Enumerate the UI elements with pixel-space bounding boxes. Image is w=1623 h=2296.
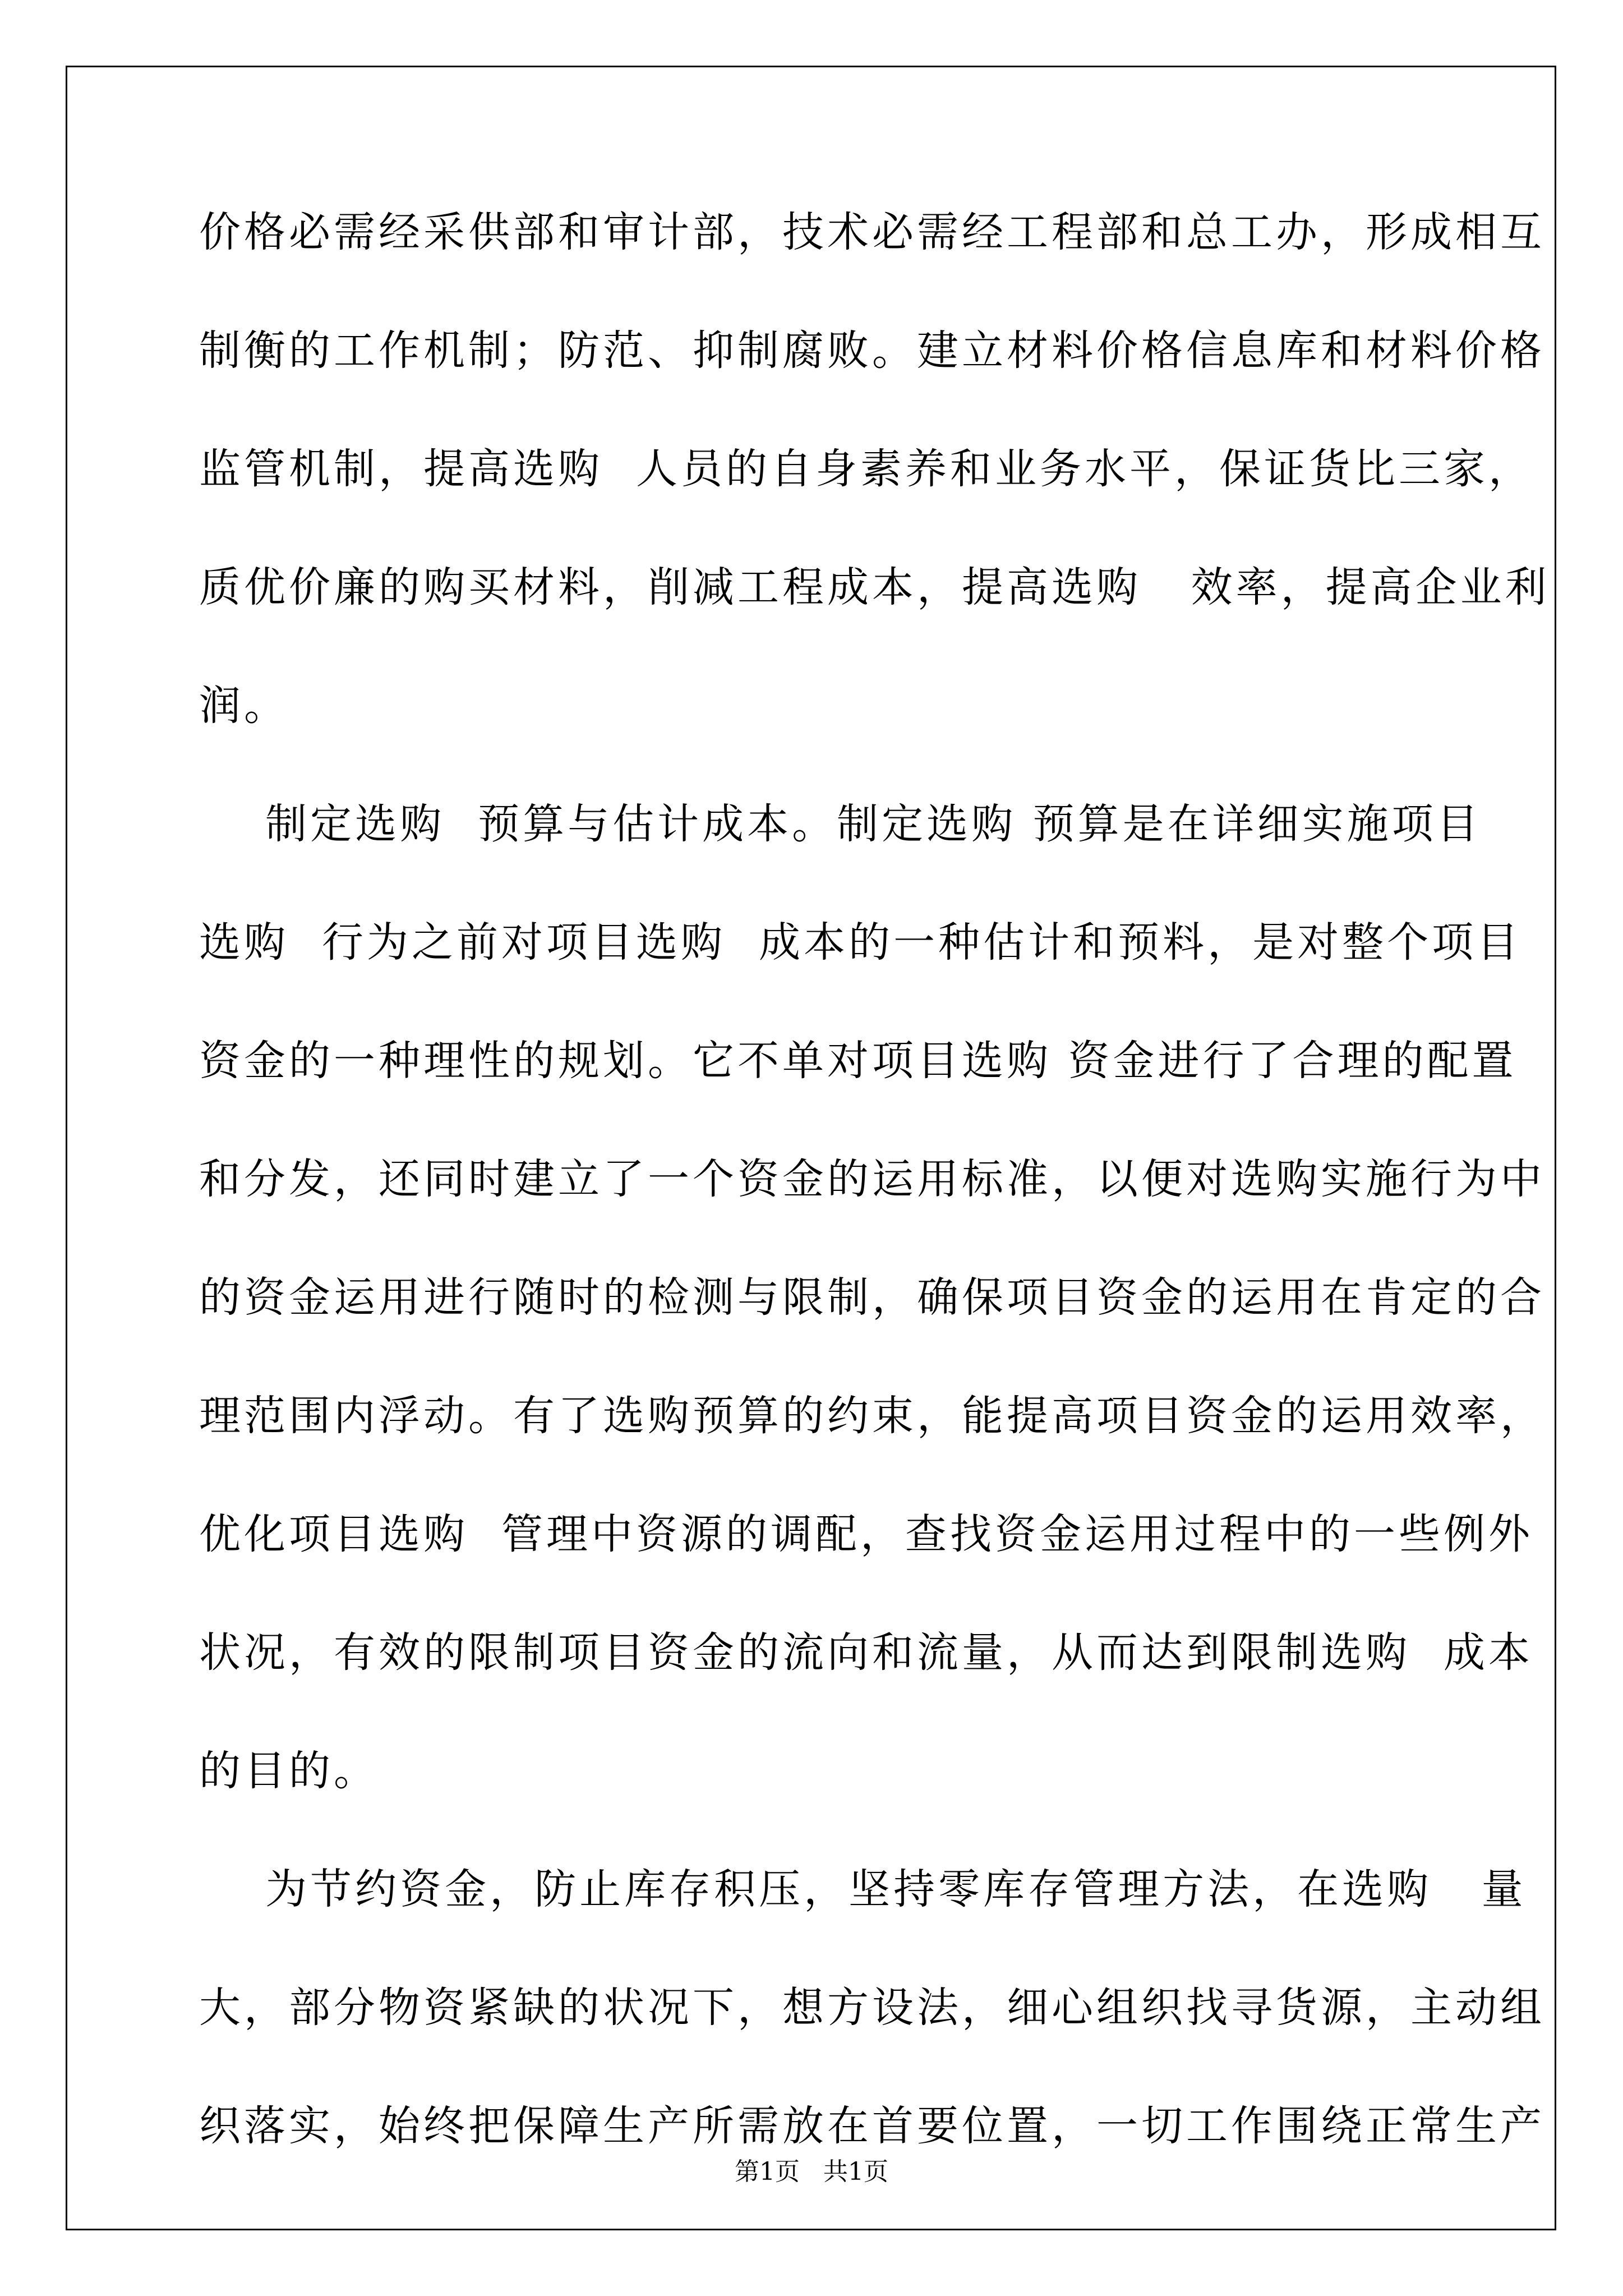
text-line: 质优价廉的购买材料，削减工程成本，提高选购 效率，提高企业利	[199, 563, 1550, 611]
text-line: 和分发，还同时建立了一个资金的运用标准，以便对选购实施行为中	[199, 1155, 1545, 1203]
text-line: 的资金运用进行随时的检测与限制，确保项目资金的运用在肯定的合	[199, 1273, 1545, 1322]
text-line: 的目的。	[199, 1747, 379, 1795]
text-line: 优化项目选购 管理中资源的调配，查找资金运用过程中的一些例外	[199, 1510, 1534, 1558]
paragraph-2	[199, 800, 1545, 1867]
text-line: 状况，有效的限制项目资金的流向和流量，从而达到限制选购 成本	[199, 1628, 1534, 1677]
text-line: 为节约资金，防止库存积压，坚持零库存管理方法，在选购 量	[199, 1865, 1527, 1913]
text-line: 资金的一种理性的规划。它不单对项目选购 资金进行了合理的配置	[199, 1037, 1517, 1085]
page-footer: 第1页 共1页	[735, 2157, 888, 2186]
text-line: 理范围内浮动。有了选购预算的约束，能提高项目资金的运用效率，	[199, 1392, 1545, 1440]
text-line: 大，部分物资紧缺的状况下，想方设法，细心组织找寻货源，主动组	[199, 1984, 1545, 2032]
text-line: 制定选购 预算与估计成本。制定选购 预算是在详细实施项目	[199, 800, 1482, 848]
paragraph-1	[199, 208, 1550, 802]
document-body	[199, 208, 1550, 2222]
text-line: 监管机制，提高选购 人员的自身素养和业务水平，保证货比三家，	[199, 445, 1534, 493]
text-line: 织落实，始终把保障生产所需放在首要位置，一切工作围绕正常生产	[199, 2102, 1545, 2150]
text-line: 润。	[199, 682, 289, 730]
text-line: 选购 行为之前对项目选购 成本的一种估计和预料，是对整个项目	[199, 918, 1522, 967]
text-line: 价格必需经采供部和审计部，技术必需经工程部和总工办，形成相互	[199, 208, 1545, 256]
text-line: 制衡的工作机制；防范、抑制腐败。建立材料价格信息库和材料价格	[199, 326, 1545, 375]
